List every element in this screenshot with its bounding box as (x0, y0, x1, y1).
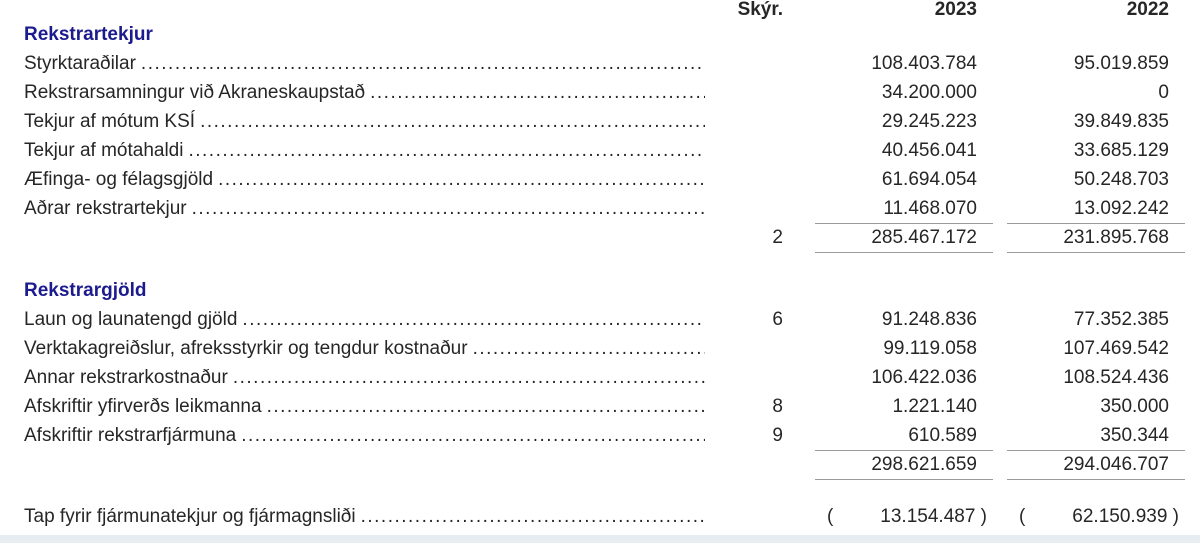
value-2023: 61.694.054 (881, 169, 977, 190)
open-paren: ( (827, 506, 834, 527)
value-2022: 350.000 (1100, 396, 1169, 417)
dotted-leader (195, 107, 705, 136)
value-2022: 350.344 (1100, 425, 1169, 446)
value-2022: 39.849.835 (1073, 111, 1169, 132)
header-year-2023: 2023 (934, 0, 977, 20)
row-label (24, 49, 705, 78)
dotted-leader (468, 334, 705, 363)
header-year-2022: 2022 (1126, 0, 1169, 20)
value-2023: 285.467.172 (815, 223, 993, 253)
header-note-column-label: Skýr. (737, 0, 783, 20)
negative-value: 62.150.939 ) (1072, 506, 1179, 527)
table-row (24, 502, 1200, 531)
value-2023: 108.403.784 (871, 53, 977, 74)
table-row (24, 165, 1200, 194)
note-number: 2 (772, 227, 783, 248)
column-header-row (24, 0, 1200, 20)
value-2023: 91.248.836 (881, 309, 977, 330)
value-2023: 34.200.000 (881, 82, 977, 103)
row-label-text: Afskriftir yfirverðs leikmanna (24, 396, 262, 417)
row-label (24, 136, 705, 165)
value-2023: 40.456.041 (881, 140, 977, 161)
row-label (24, 421, 705, 450)
table-row (24, 363, 1200, 392)
dotted-leader (356, 502, 705, 531)
value-2023: 298.621.659 (815, 450, 993, 480)
row-label (24, 78, 705, 107)
total-row (24, 450, 1200, 480)
note-number: 8 (772, 396, 783, 417)
value-2022: 0 (1158, 82, 1169, 103)
value-2023: 29.245.223 (881, 111, 977, 132)
note-number: 9 (772, 425, 783, 446)
table-row (24, 305, 1200, 334)
section-title: Rekstrartekjur (24, 24, 153, 45)
open-paren: ( (1019, 506, 1026, 527)
row-label (24, 334, 705, 363)
value-2023: 11.468.070 (883, 198, 977, 219)
dotted-leader (228, 363, 705, 392)
value-2023: 610.589 (908, 425, 977, 446)
row-label-text: Aðrar rekstrartekjur (24, 198, 187, 219)
value-2022: 107.469.542 (1063, 338, 1169, 359)
row-label (24, 502, 705, 531)
value-2023: 99.119.058 (883, 338, 977, 359)
row-label (24, 392, 705, 421)
row-label (24, 363, 705, 392)
value-2023: 106.422.036 (871, 367, 977, 388)
table-row (24, 136, 1200, 165)
row-label-text: Tekjur af mótahaldi (24, 140, 184, 161)
value-2022: 77.352.385 (1073, 309, 1169, 330)
row-label-text: Tekjur af mótum KSÍ (24, 111, 196, 132)
table-row (24, 194, 1200, 223)
dotted-leader (237, 305, 705, 334)
row-label-text: Styrktaraðilar (24, 53, 136, 74)
value-2022: 294.046.707 (1007, 450, 1185, 480)
row-label-text: Verktakagreiðslur, afreksstyrkir og tengdur kostnaður (24, 338, 468, 359)
statement-body (24, 20, 1200, 531)
row-label-text: Æfinga- og félagsgjöld (24, 169, 214, 190)
value-2022 (1007, 502, 1185, 531)
dotted-leader (136, 49, 705, 78)
row-label (24, 107, 705, 136)
dotted-leader (213, 165, 705, 194)
value-2023: 1.221.140 (892, 396, 977, 417)
value-2022: 108.524.436 (1063, 367, 1169, 388)
table-row (24, 392, 1200, 421)
row-label-text: Tap fyrir fjármunatekjur og fjármagnsliði (24, 506, 356, 527)
value-2022: 95.019.859 (1073, 53, 1169, 74)
page-bottom-strip (0, 535, 1200, 543)
row-label-text: Afskriftir rekstrarfjármuna (24, 425, 237, 446)
value-2022: 231.895.768 (1007, 223, 1185, 253)
row-label (24, 165, 705, 194)
table-row (24, 49, 1200, 78)
value-2022: 50.248.703 (1073, 169, 1169, 190)
row-label-text: Rekstrarsamningur við Akraneskaupstað (24, 82, 366, 103)
row-label-text: Laun og launatengd gjöld (24, 309, 238, 330)
row-label (24, 305, 705, 334)
value-2023 (815, 502, 993, 531)
table-row (24, 421, 1200, 450)
table-row (24, 107, 1200, 136)
table-row (24, 78, 1200, 107)
total-row (24, 223, 1200, 253)
value-2022: 13.092.242 (1073, 198, 1169, 219)
dotted-leader (187, 194, 705, 223)
value-2022: 33.685.129 (1073, 140, 1169, 161)
section-title: Rekstrargjöld (24, 280, 147, 301)
row-label-text: Annar rekstrarkostnaður (24, 367, 228, 388)
negative-value: 13.154.487 ) (880, 506, 987, 527)
dotted-leader (236, 421, 705, 450)
table-row (24, 334, 1200, 363)
dotted-leader (365, 78, 705, 107)
dotted-leader (262, 392, 705, 421)
note-number: 6 (772, 309, 783, 330)
row-label (24, 194, 705, 223)
dotted-leader (183, 136, 705, 165)
